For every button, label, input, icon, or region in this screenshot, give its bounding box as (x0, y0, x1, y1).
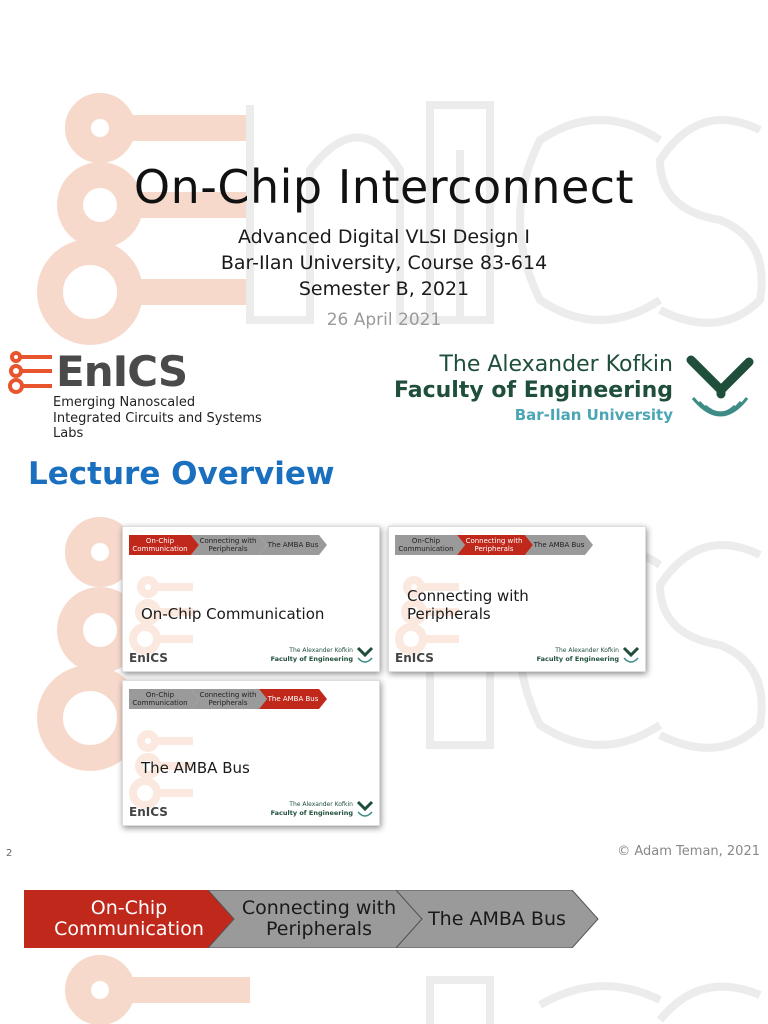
section-slide (0, 870, 768, 1024)
thumb-faculty-line-1: The Alexander Kofkin (289, 647, 353, 654)
overview-title: Lecture Overview (28, 456, 335, 492)
nav-label-line-1: The AMBA Bus (428, 907, 566, 930)
nav-on-chip-communication[interactable] (24, 890, 234, 948)
thumb-title: On-Chip Communication (141, 605, 325, 623)
university-course: Bar-Ilan University, Course 83-614 (220, 252, 548, 274)
copyright: © Adam Teman, 2021 (617, 844, 760, 859)
thumb-enics-logo (395, 651, 434, 665)
semester: Semester B, 2021 (298, 278, 470, 300)
thumb-nav-item: The AMBA Bus (267, 695, 319, 703)
thumb-faculty-line-2: Faculty of Engineering (270, 809, 353, 817)
thumb-biu-emblem-icon (621, 645, 641, 665)
thumb-faculty-line-2: Faculty of Engineering (270, 655, 353, 663)
thumb-nav-item: Connecting with Peripherals (465, 537, 523, 553)
thumb-nav-item: The AMBA Bus (533, 541, 585, 549)
thumb-faculty-logo (537, 647, 619, 663)
nav-connecting-with-peripherals[interactable] (234, 890, 404, 948)
thumb-nav-item: Connecting with Peripherals (199, 537, 257, 553)
course-name: Advanced Digital VLSI Design I (237, 226, 531, 248)
page-number: 2 (6, 848, 13, 859)
enics-line-2: Integrated Circuits and Systems Labs (53, 411, 262, 440)
thumbnail-on-chip-communication[interactable] (122, 526, 380, 672)
thumb-nav-item: On-Chip Communication (398, 537, 454, 553)
thumb-nav-labels (129, 689, 329, 709)
thumb-nav-item: On-Chip Communication (132, 537, 188, 553)
thumb-faculty-line-2: Faculty of Engineering (536, 655, 619, 663)
thumb-enics-wordmark: EnICS (129, 805, 168, 819)
thumb-biu-emblem-icon (355, 799, 375, 819)
lecture-date: 26 April 2021 (326, 310, 442, 330)
faculty-line-3: Bar-Ilan University (514, 406, 673, 424)
thumb-faculty-logo (271, 801, 353, 817)
thumb-title: Connecting with Peripherals (407, 587, 529, 623)
thumb-title: The AMBA Bus (141, 759, 250, 777)
thumb-nav-labels (395, 535, 595, 555)
thumb-nav-item: Connecting with Peripherals (199, 691, 257, 707)
thumb-nav-labels (129, 535, 329, 555)
thumb-faculty-line-1: The Alexander Kofkin (289, 801, 353, 808)
enics-logo (8, 345, 278, 440)
thumb-faculty-line-1: The Alexander Kofkin (555, 647, 619, 654)
thumb-enics-wordmark: EnICS (129, 651, 168, 665)
thumbnail-the-amba-bus[interactable] (122, 680, 380, 826)
thumb-biu-emblem-icon (355, 645, 375, 665)
thumb-enics-logo (129, 805, 168, 819)
enics-circuit-icon (8, 347, 58, 397)
nav-label-line-2: Communication (54, 918, 204, 940)
slide-title: On-Chip Interconnect (133, 160, 635, 214)
enics-line-1: Emerging Nanoscaled (53, 395, 196, 410)
faculty-line-1: The Alexander Kofkin (439, 352, 673, 377)
faculty-logo (394, 350, 763, 430)
nav-the-amba-bus[interactable] (422, 890, 572, 948)
thumb-enics-logo (129, 651, 168, 665)
enics-watermark (0, 440, 768, 870)
thumb-nav-item: The AMBA Bus (267, 541, 319, 549)
thumbnail-connecting-with-peripherals[interactable] (388, 526, 646, 672)
thumb-nav-item: On-Chip Communication (132, 691, 188, 707)
title-slide (0, 0, 768, 440)
thumb-faculty-logo (271, 647, 353, 663)
biu-emblem-icon (681, 350, 759, 428)
enics-wordmark: EnICS (56, 347, 188, 396)
section-nav-bar (24, 890, 604, 948)
thumb-enics-wordmark: EnICS (395, 651, 434, 665)
nav-label-line-1: On-Chip (90, 897, 168, 919)
overview-slide (0, 440, 768, 870)
faculty-line-2: Faculty of Engineering (394, 378, 673, 403)
nav-label-line-2: Peripherals (266, 918, 372, 940)
nav-label-line-1: Connecting with (241, 897, 397, 919)
